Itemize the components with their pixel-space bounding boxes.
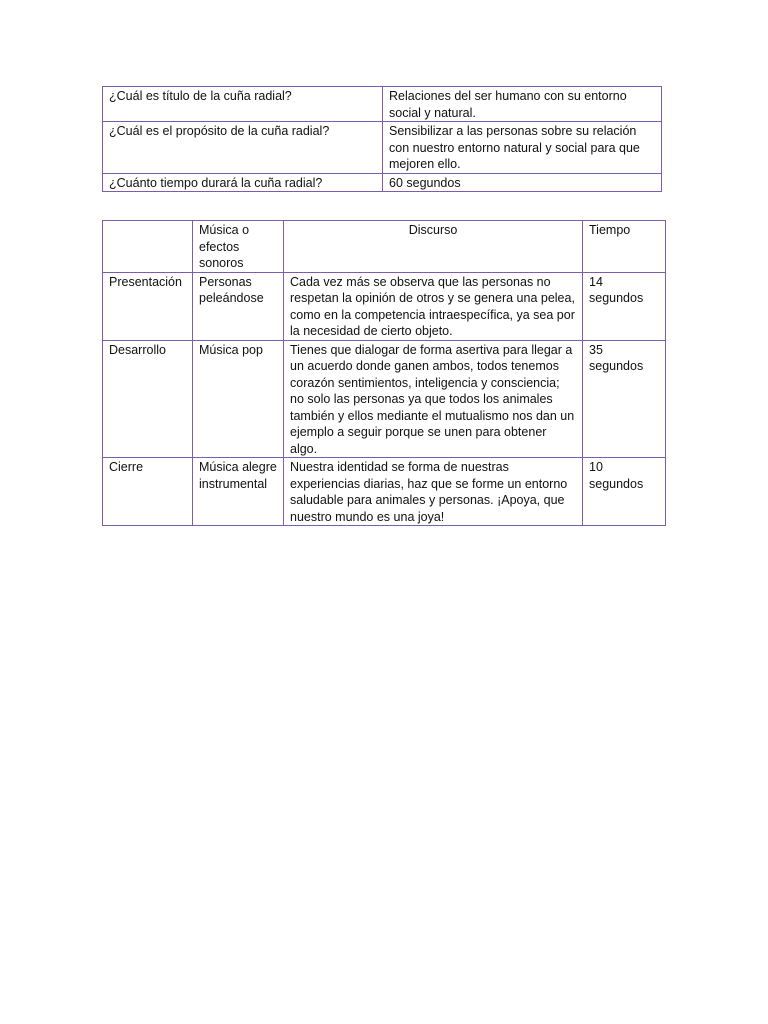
row-section: Desarrollo (103, 340, 193, 458)
script-header-row (103, 221, 666, 273)
info-question: ¿Cuánto tiempo durará la cuña radial? (103, 173, 383, 192)
radio-spot-script-table (102, 220, 666, 526)
row-time: 10 segundos (583, 458, 666, 526)
radio-spot-info-table (102, 86, 662, 192)
header-speech: Discurso (284, 221, 583, 273)
script-row-presentacion (103, 272, 666, 340)
header-time: Tiempo (583, 221, 666, 273)
row-speech: Tienes que dialogar de forma asertiva para llegar a un acuerdo donde ganen ambos, todos tenemos corazón sentimientos, inteligencia y consciencia; no solo las personas ya que todos los animales también y ellos mediante el mutualismo nos dan un ejemplo a seguir porque se unen para obtener algo. (284, 340, 583, 458)
row-music: Música alegre instrumental (193, 458, 284, 526)
script-row-desarrollo (103, 340, 666, 458)
info-answer: 60 segundos (383, 173, 662, 192)
row-section: Presentación (103, 272, 193, 340)
row-speech: Cada vez más se observa que las personas no respetan la opinión de otros y se genera una pelea, como en la competencia intraespecífica, ya sea por la necesidad de cierto objeto. (284, 272, 583, 340)
script-row-cierre (103, 458, 666, 526)
row-section: Cierre (103, 458, 193, 526)
info-answer: Sensibilizar a las personas sobre su relación con nuestro entorno natural y social para que mejoren ello. (383, 122, 662, 174)
info-question: ¿Cuál es título de la cuña radial? (103, 87, 383, 122)
info-row-title (103, 87, 662, 122)
info-answer: Relaciones del ser humano con su entorno social y natural. (383, 87, 662, 122)
row-music: Personas peleándose (193, 272, 284, 340)
row-music: Música pop (193, 340, 284, 458)
info-question: ¿Cuál es el propósito de la cuña radial? (103, 122, 383, 174)
info-row-purpose (103, 122, 662, 174)
row-time: 35 segundos (583, 340, 666, 458)
header-music: Música o efectos sonoros (193, 221, 284, 273)
info-row-duration (103, 173, 662, 192)
row-time: 14 segundos (583, 272, 666, 340)
header-section (103, 221, 193, 273)
row-speech: Nuestra identidad se forma de nuestras experiencias diarias, haz que se forme un entorno saludable para animales y personas. ¡Apoya, que nuestro mundo es una joya! (284, 458, 583, 526)
